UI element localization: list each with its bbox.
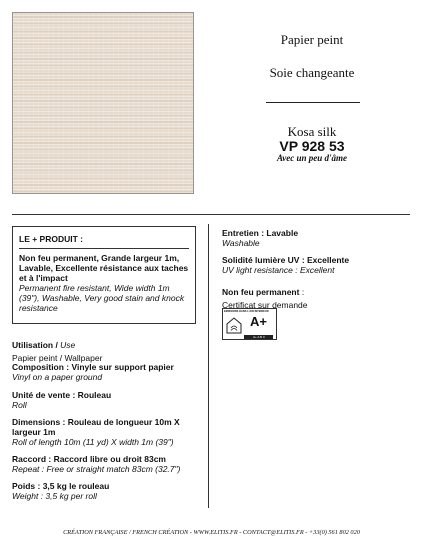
spec-label: Unité de vente : Rouleau (12, 390, 112, 400)
spec-value-en: Repeat : Free or straight match 83cm (32.7") (12, 464, 181, 474)
advantages-title: LE + PRODUIT : (19, 234, 189, 249)
spec-value-en: Roll (12, 400, 27, 410)
product-advantages-box (12, 226, 196, 324)
product-tagline: Avec un peu d'âme (276, 153, 348, 163)
spec-value-en: UV light resistance : Excellent (222, 265, 335, 275)
spec-usage (12, 335, 202, 363)
spec-value: Papier peint / Wallpaper (12, 353, 103, 363)
category-title: Papier peint (280, 32, 344, 47)
grade-scale: A+ A B C (252, 335, 266, 339)
product-reference: VP 928 53 (279, 138, 345, 154)
spec-value: Certificat sur demande (222, 300, 308, 310)
spec-dimensions (12, 417, 200, 447)
section-divider (12, 214, 410, 215)
advantages-text-en: Permanent fire resistant, Wide width 1m (39"), Washable, Very good stain and knock resistance (19, 283, 185, 313)
spec-label: Composition : Vinyle sur support papier (12, 362, 174, 372)
spec-value-en: Weight : 3,5 kg per roll (12, 491, 97, 501)
spec-fire-resistance (222, 282, 412, 310)
spec-care (222, 228, 412, 248)
spec-label: Solidité lumière UV : Excellente (222, 255, 350, 265)
collection-title: Soie changeante (269, 65, 355, 80)
spec-sales-unit (12, 390, 202, 410)
footer-contact: CRÉATION FRANÇAISE / FRENCH CRÉATION - WWW.ELITIS.FR - CONTACT@ELITIS.FR - +33(0) 561 802 020 (63, 529, 360, 536)
spec-label: Utilisation / (12, 340, 61, 350)
wallpaper-swatch-image (12, 12, 194, 194)
spec-repeat (12, 454, 202, 474)
spec-weight (12, 481, 202, 501)
spec-value-en: Washable (222, 238, 260, 248)
grade-badge: A+ (250, 314, 267, 329)
spec-value-en: Roll of length 10m (11 yd) X width 1m (39") (12, 437, 174, 447)
product-name: Kosa silk (287, 124, 337, 139)
spec-label: Dimensions : Rouleau de longueur 10m X largeur 1m (12, 417, 180, 437)
spec-label: Entretien : Lavable (222, 228, 299, 238)
spec-uv-resistance (222, 255, 412, 275)
spec-label: Raccord : Raccord libre ou droit 83cm (12, 454, 166, 464)
spec-value-en: Vinyl on a paper ground (12, 372, 103, 382)
advantages-text-fr: Non feu permanent, Grande largeur 1m, Lavable, Excellente résistance aux taches et à l'impact (19, 253, 189, 283)
spec-label: Non feu permanent (222, 287, 300, 297)
spec-composition (12, 362, 202, 382)
spec-label-en: Use (60, 340, 76, 350)
logo-caption: ÉMISSIONS DANS L'AIR INTÉRIEUR (224, 310, 269, 313)
spec-label: Poids : 3,5 kg le rouleau (12, 481, 110, 491)
indoor-air-emissions-label (222, 308, 277, 340)
column-divider (208, 224, 209, 508)
header-divider (266, 102, 360, 103)
spec-label-suffix: : (299, 287, 305, 297)
